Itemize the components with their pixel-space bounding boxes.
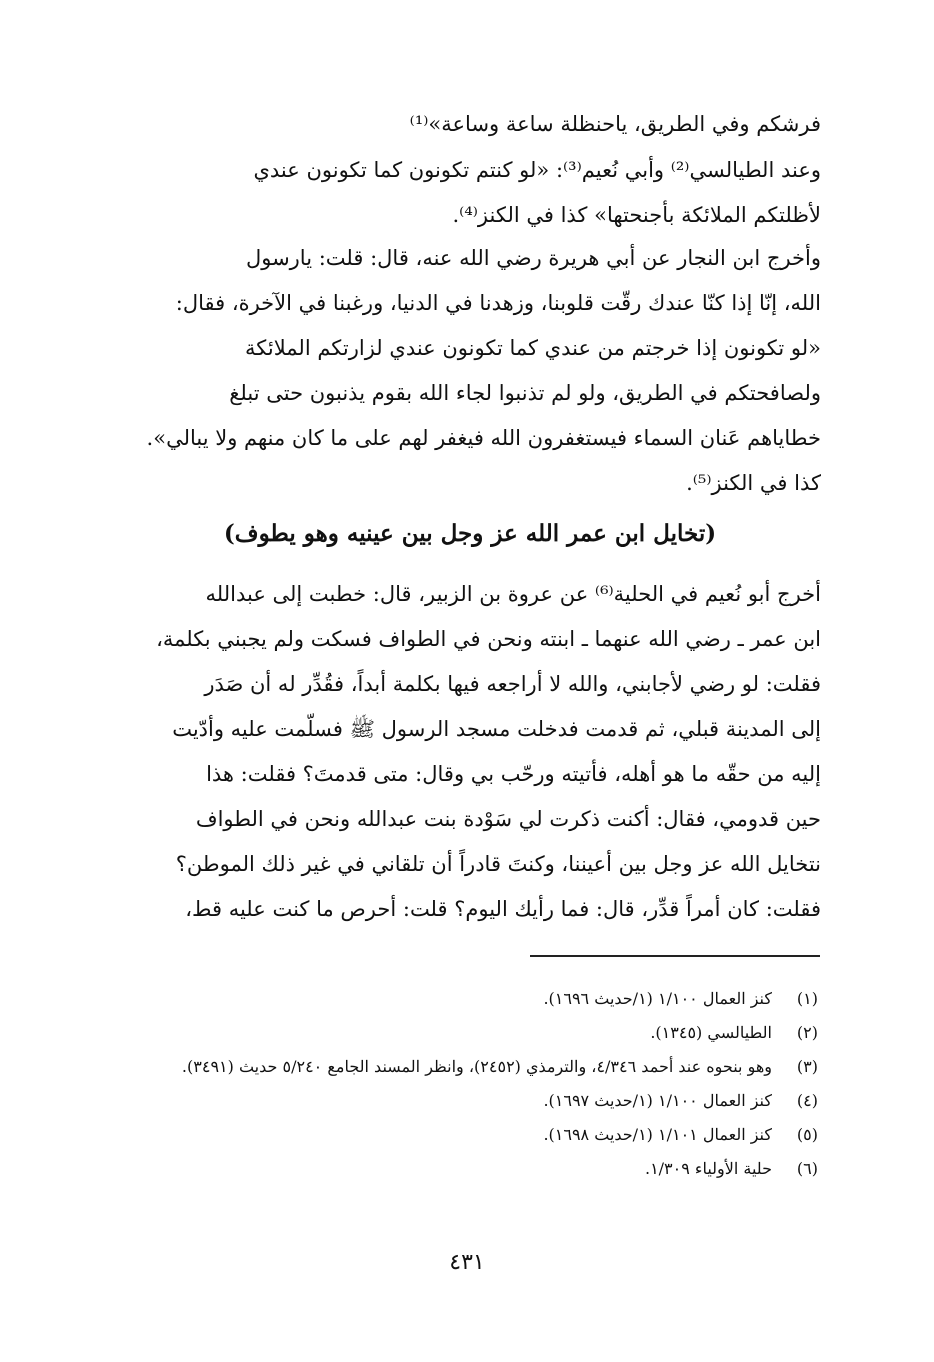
text-line: خطاياهم عَنان السماء فيستغفرون الله فيغفر لهم على ما كان منهم ولا يبالي». [146, 426, 821, 450]
text-line: كذا في الكنز⁽⁵⁾. [686, 471, 821, 495]
footnote-number: (٤) [796, 1091, 818, 1110]
footnote-item [118, 1016, 818, 1050]
text-line: أخرج أبو نُعيم في الحلية⁽⁶⁾ عن عروة بن الزبير، قال: خطبت إلى عبدالله [205, 582, 821, 606]
paragraph-ibn-najjar-narration [128, 236, 821, 506]
footnote-text: الطيالسي (١٣٤٥). [650, 1023, 772, 1042]
footnote-item [118, 1050, 818, 1084]
paragraph-hadith-ending [128, 102, 821, 147]
footnote-item [118, 1084, 818, 1118]
text-line: حين قدومي، فقال: أكنت ذكرت لي سَوْدة بنت عبدالله ونحن في الطواف [195, 807, 821, 831]
footnote-number: (٦) [796, 1159, 818, 1178]
footnotes-list [118, 982, 818, 1186]
text-line: وأخرج ابن النجار عن أبي هريرة رضي الله عنه، قال: قلت: يارسول [245, 246, 821, 270]
footnote-text: كنز العمال ١/١٠٠ (١/حديث ١٦٩٦). [543, 989, 772, 1008]
footnote-number: (٢) [796, 1023, 818, 1042]
footnote-item [118, 1152, 818, 1186]
footnote-text: كنز العمال ١/١٠١ (١/حديث ١٦٩٨). [543, 1125, 772, 1144]
section-heading: (تخايل ابن عمر الله عز وجل بين عينيه وهو يطوف) [223, 520, 717, 547]
paragraph-abu-nuaym-narration [128, 572, 821, 932]
text-line: إلى المدينة قبلي، ثم قدمت فدخلت مسجد الرسول ﷺ فسلّمت عليه وأدّيت [172, 717, 821, 741]
text-line: لأظلتكم الملائكة بأجنحتها» كذا في الكنز⁽⁴⁾. [452, 203, 821, 227]
page-number: ٤٣١ [449, 1250, 485, 1275]
text-line: ولصافحتكم في الطريق، ولو لم تذنبوا لجاء الله بقوم يذنبون حتى تبلغ [229, 381, 821, 405]
text-line: فقلت: كان أمراً قدِّر، قال: فما رأيك اليوم؟ قلت: أحرص ما كنت عليه قط، [185, 897, 821, 921]
footnote-item [118, 982, 818, 1016]
text-line: إليه من حقّه ما هو أهله، فأتيته ورحّب بي وقال: متى قدمتَ؟ فقلت: هذا [206, 762, 821, 786]
text-line: فرشكم وفي الطريق، ياحنظلة ساعة وساعة»⁽¹⁾ [409, 112, 821, 136]
text-line: وعند الطيالسي⁽²⁾ وأبي نُعيم⁽³⁾: «لو كنتم تكونون كما تكونون عندي [253, 158, 821, 182]
footnote-separator [530, 955, 820, 957]
footnote-number: (٣) [796, 1057, 818, 1076]
footnote-text: كنز العمال ١/١٠٠ (١/حديث ١٦٩٧). [543, 1091, 772, 1110]
footnote-text: وهو بنحوه عند أحمد ٤/٣٤٦، والترمذي (٢٤٥٢)، وانظر المسند الجامع ٥/٢٤٠ حديث (٣٤٩١). [181, 1057, 772, 1076]
text-line: «لو تكونون إذا خرجتم من عندي كما تكونون عندي لزارتكم الملائكة [245, 336, 821, 360]
footnote-item [118, 1118, 818, 1152]
footnote-text: حلية الأولياء ١/٣٠٩. [644, 1159, 772, 1178]
paragraph-tayalisi-narration [128, 148, 821, 238]
footnote-number: (١) [796, 989, 818, 1008]
text-line: ابن عمر ـ رضي الله عنهما ـ ابنته ونحن في الطواف فسكت ولم يجبني بكلمة، [156, 627, 821, 651]
text-line: الله، إنّا إذا كنّا عندك رقّت قلوبنا، وزهدنا في الدنيا، ورغبنا في الآخرة، فقال: [175, 291, 821, 315]
text-line: نتخايل الله عز وجل بين أعيننا، وكنتَ قادراً أن تلقاني في غير ذلك الموطن؟ [175, 852, 821, 876]
footnote-number: (٥) [796, 1125, 818, 1144]
text-line: فقلت: لو رضي لأجابني، والله لا أراجعه فيها بكلمة أبداً، فقُدِّر له أن صَدَر [204, 672, 821, 696]
